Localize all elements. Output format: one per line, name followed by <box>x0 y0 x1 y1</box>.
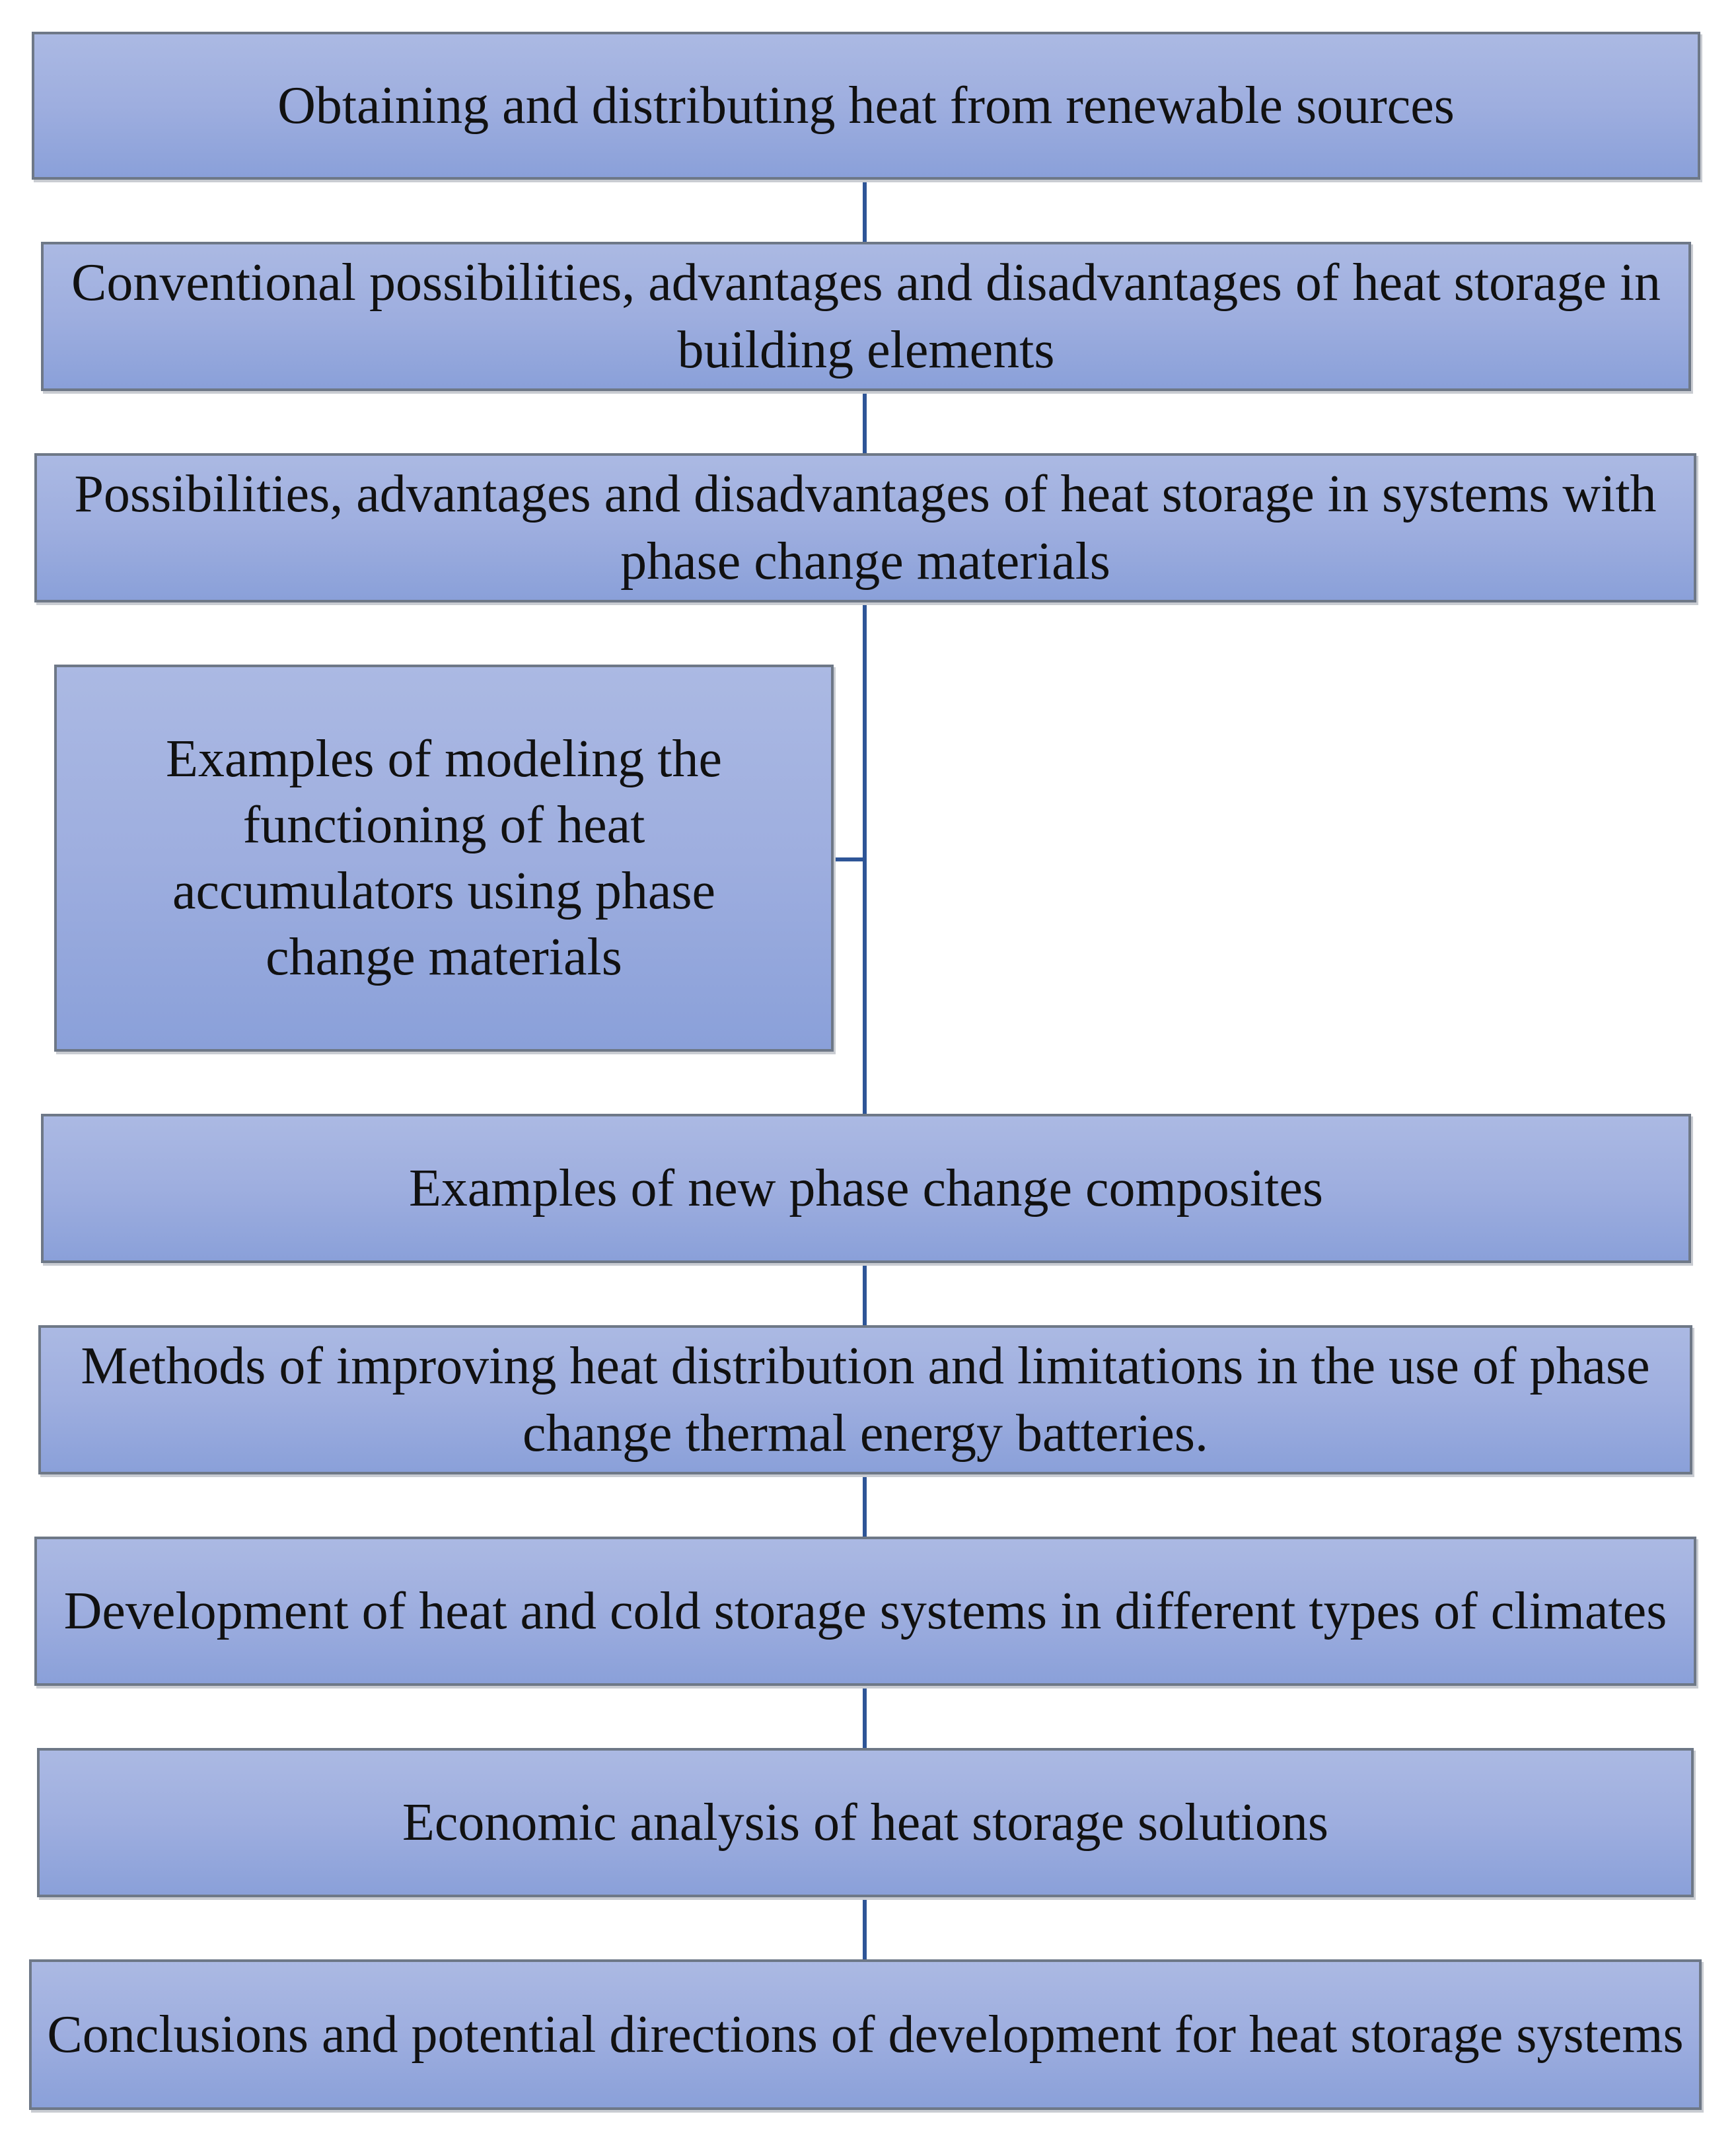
step-label: Obtaining and distributing heat from renewable sources <box>277 77 1455 135</box>
step-box-pcm-storage <box>34 453 1696 602</box>
main-connector-line <box>863 180 867 1963</box>
branch-connector-line <box>834 857 867 861</box>
step-box-climate-systems <box>34 1537 1696 1686</box>
step-label: Examples of new phase change composites <box>408 1159 1324 1217</box>
step-label: Possibilities, advantages and disadvantages of heat storage in systems with phase change materials <box>74 465 1657 591</box>
step-label: Conventional possibilities, advantages and disadvantages of heat storage in building elements <box>71 254 1661 379</box>
step-label: Development of heat and cold storage systems in different types of climates <box>63 1582 1667 1640</box>
side-box-modeling-examples <box>54 665 834 1052</box>
step-box-renewable-heat <box>32 32 1700 180</box>
step-box-economic-analysis <box>37 1748 1694 1897</box>
step-label: Methods of improving heat distribution and limitations in the use of phase change thermal energy batteries. <box>81 1337 1650 1463</box>
step-box-pcm-composites <box>41 1114 1691 1263</box>
step-label: Economic analysis of heat storage solutions <box>402 1794 1328 1852</box>
side-label: Examples of modeling the functioning of heat accumulators using phase change materials <box>165 730 723 986</box>
step-box-conclusions <box>29 1959 1702 2110</box>
step-box-conventional-storage <box>41 242 1691 391</box>
step-box-heat-distribution-methods <box>38 1325 1692 1474</box>
step-label: Conclusions and potential directions of development for heat storage systems <box>47 2006 1684 2064</box>
